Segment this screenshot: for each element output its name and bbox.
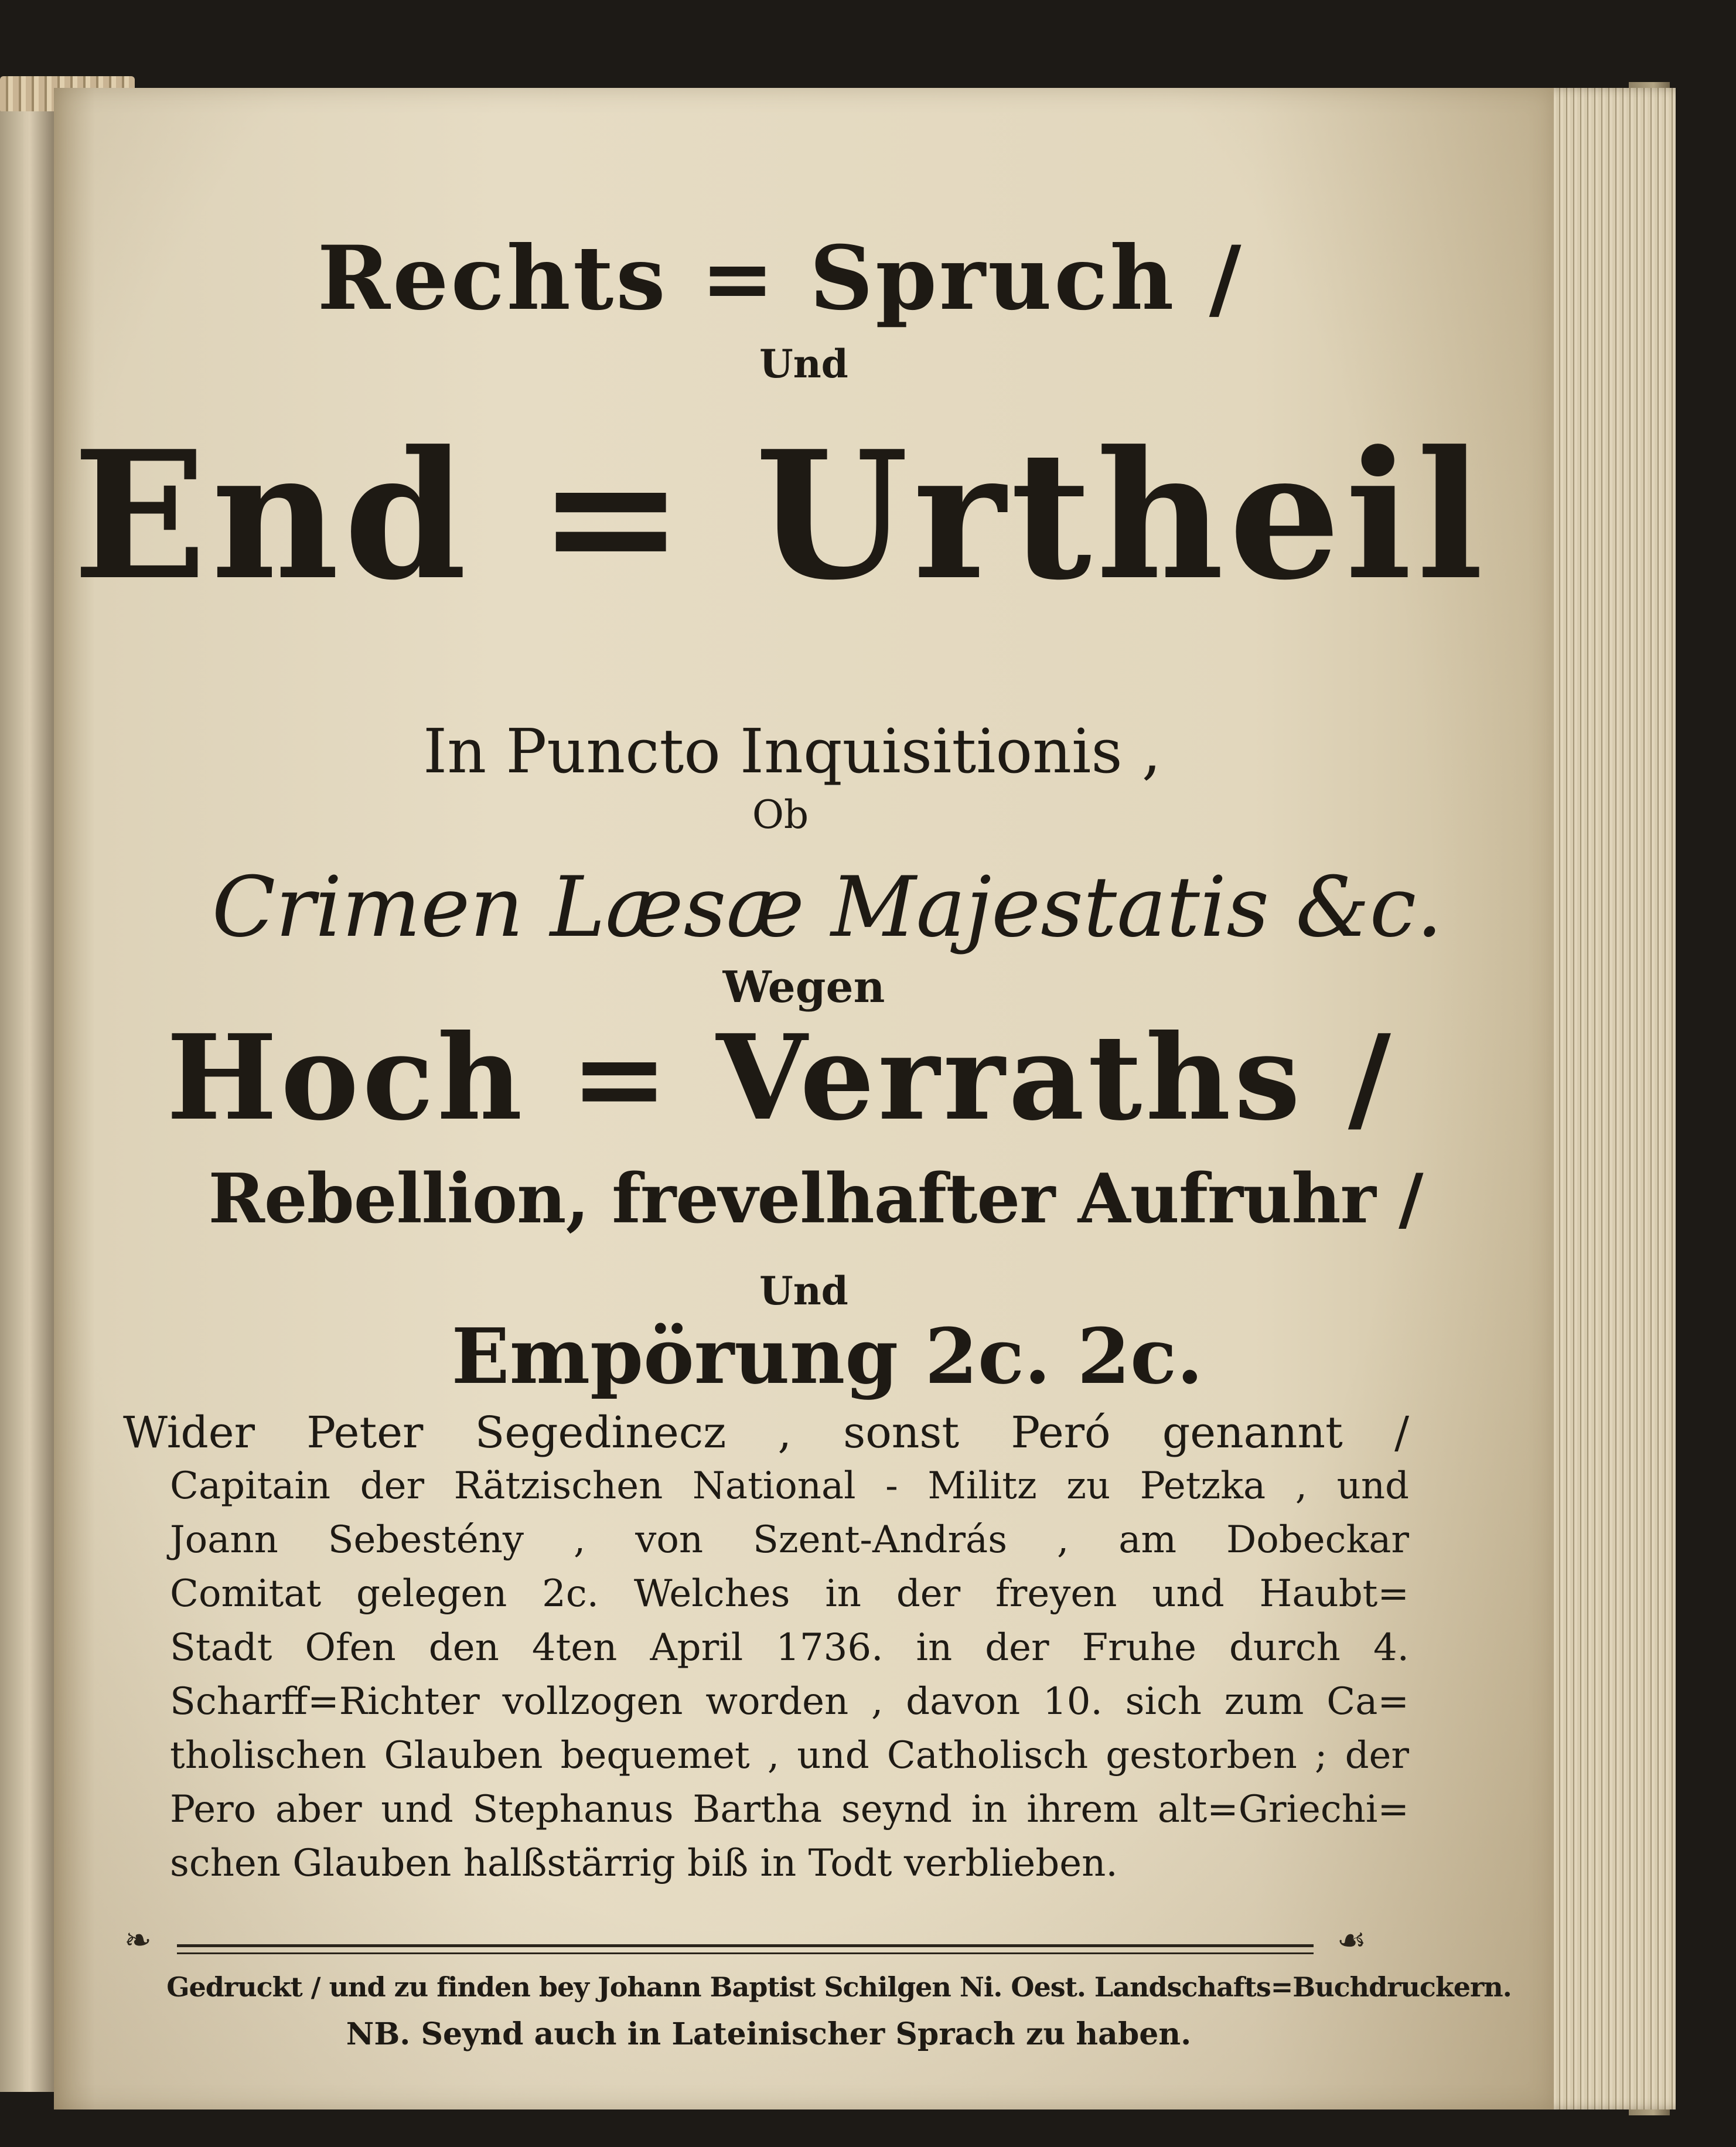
title-end-urtheil: End = Urtheil [73, 412, 1488, 619]
body-line-8: Pero aber und Stephanus Bartha seynd in ihrem alt=Griechi= [170, 1788, 1409, 1831]
body-line-5: Stadt Ofen den 4ten April 1736. in der Fruhe durch 4. [170, 1626, 1409, 1669]
body-line-2: Capitain der Rätzischen National - Militz zu Petzka , und [170, 1464, 1409, 1508]
title-wegen: Wegen [722, 962, 885, 1013]
title-ob: Ob [752, 792, 809, 837]
rule-ornament-right: ☙ [1336, 1921, 1366, 1959]
body-line-4: Comitat gelegen 2c. Welches in der freyen und Haubt= [170, 1572, 1409, 1616]
rule-ornament-left: ❧ [124, 1921, 152, 1959]
title-crimen: Crimen Læsæ Majestatis &c. [212, 859, 1443, 956]
rule-line-thin [177, 1952, 1314, 1954]
title-in-puncto: In Puncto Inquisitionis , [423, 715, 1161, 787]
body-line-9: schen Glauben halßstärrig biß in Todt verblieben. [170, 1842, 1118, 1885]
imprint-note: NB. Seynd auch in Lateinischer Sprach zu haben. [346, 2016, 1192, 2052]
body-line-7: tholischen Glauben bequemet , und Catholisch gestorben ; der [170, 1734, 1409, 1777]
title-page [54, 88, 1554, 2109]
body-line-3: Joann Sebestény , von Szent-András , am Dobeckar [170, 1518, 1409, 1562]
facing-page-gutter [0, 111, 23, 2092]
title-rebellion: Rebellion, frevelhafter Aufruhr / [208, 1159, 1423, 1239]
body-line-1: Wider Peter Segedinecz , sonst Peró genannt / [123, 1408, 1409, 1458]
imprint-line: Gedruckt / und zu finden bey Johann Baptist Schilgen Ni. Oest. Landschafts=Buchdruckern. [166, 1971, 1512, 2003]
title-empoerung: Empörung 2c. 2c. [451, 1311, 1203, 1401]
title-rechts-spruch: Rechts = Spruch / [317, 227, 1244, 330]
title-und-2: Und [759, 1268, 848, 1314]
rule-line-thick [177, 1944, 1314, 1947]
body-line-6: Scharff=Richter vollzogen worden , davon 10. sich zum Ca= [170, 1680, 1409, 1723]
body-text [123, 1408, 1409, 1899]
title-und-1: Und [759, 341, 848, 387]
page-fore-edge [1535, 88, 1676, 2109]
title-hoch-verraths: Hoch = Verraths / [166, 1009, 1394, 1147]
